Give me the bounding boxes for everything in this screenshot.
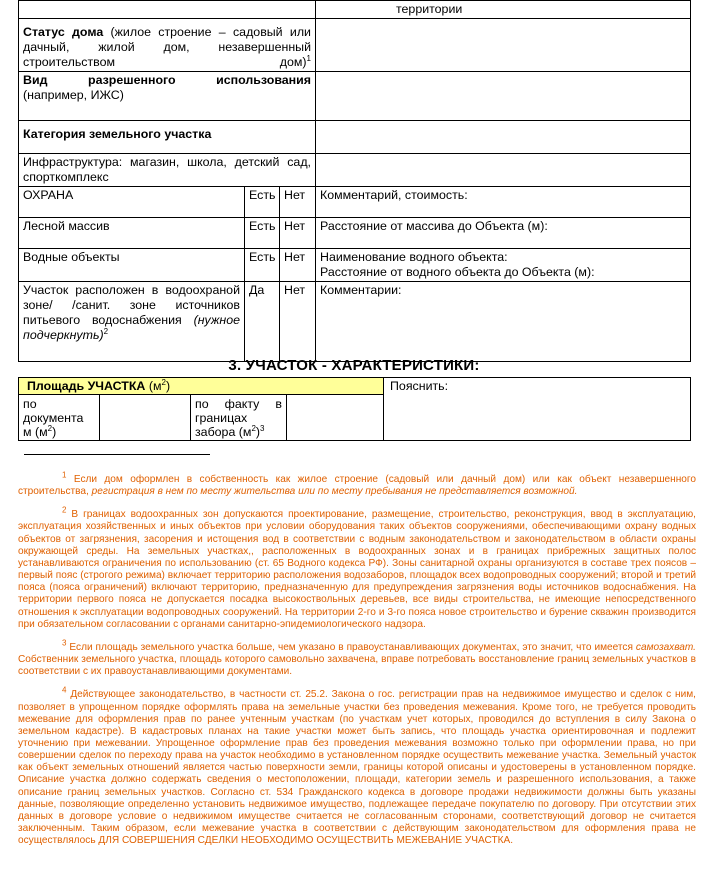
forest-label: Лесной массив bbox=[19, 218, 245, 249]
footnote-1 bbox=[18, 470, 696, 498]
water-comment-name: Наименование водного объекта: bbox=[320, 250, 508, 264]
by-fact-sup: 2 bbox=[251, 423, 256, 433]
top-right-cell bbox=[316, 1, 691, 19]
footnote-3-number: 3 bbox=[62, 638, 67, 648]
house-status-text: (жилое строение – садовый или дачный, жилой дом, незавершенный строительством дом) bbox=[23, 25, 311, 69]
permitted-use-label: Вид разрешенного использования bbox=[23, 73, 311, 87]
footnote-3 bbox=[18, 638, 696, 678]
infrastructure-label: Инфраструктура: магазин, школа, детский сад, спорткомплекс bbox=[23, 155, 311, 184]
water-yes[interactable]: Есть bbox=[245, 249, 280, 282]
security-comment[interactable]: Комментарий, стоимость: bbox=[316, 187, 691, 218]
water-zone-hint: (нужное подчеркнуть) bbox=[23, 313, 240, 342]
footnote-1-italic: регистрация в нем по месту жительства или по месту пребывания не представляется возможной. bbox=[91, 486, 578, 498]
footnote-3-text: Если площадь земельного участка больше, чем указано в правоустанавливающих документах, это значит, что имеется bbox=[69, 641, 636, 653]
by-document-sup: 2 bbox=[47, 423, 53, 433]
top-left-cell bbox=[19, 1, 316, 19]
footnote-4-number: 4 bbox=[62, 685, 67, 695]
forest-yes[interactable]: Есть bbox=[245, 218, 280, 249]
house-status-label: Статус дома bbox=[23, 25, 104, 39]
footnote-3-italic: самозахват. bbox=[635, 641, 696, 653]
permitted-use-hint: (например, ИЖС) bbox=[23, 88, 124, 102]
water-label: Водные объекты bbox=[19, 249, 245, 282]
area-unit-close: ) bbox=[165, 379, 171, 393]
infrastructure-cell bbox=[19, 154, 316, 187]
by-document-value[interactable] bbox=[100, 395, 191, 441]
by-document-close: ) bbox=[52, 425, 57, 439]
water-zone-no[interactable]: Нет bbox=[280, 282, 316, 362]
security-yes[interactable]: Есть bbox=[245, 187, 280, 218]
by-fact-close: ) bbox=[255, 425, 261, 439]
footnote-4 bbox=[18, 685, 696, 847]
house-status-value[interactable] bbox=[316, 19, 691, 72]
footnote-ref-3: 3 bbox=[260, 423, 265, 433]
plot-area-table bbox=[18, 377, 691, 441]
footnotes bbox=[18, 470, 696, 847]
footnote-1-number: 1 bbox=[62, 470, 67, 480]
infrastructure-value[interactable] bbox=[316, 154, 691, 187]
by-document-label-cell bbox=[19, 395, 100, 441]
by-fact-label-cell bbox=[191, 395, 287, 441]
area-header-cell bbox=[19, 378, 384, 395]
water-zone-cell bbox=[19, 282, 245, 362]
security-no[interactable]: Нет bbox=[280, 187, 316, 218]
top-right-fragment: территории bbox=[396, 2, 463, 16]
land-category-cell bbox=[19, 121, 316, 154]
area-unit: (м bbox=[148, 379, 162, 393]
explain-cell[interactable] bbox=[384, 378, 691, 441]
property-form-table bbox=[18, 0, 691, 362]
area-unit-sup: 2 bbox=[161, 377, 166, 387]
area-label: Площадь УЧАСТКА bbox=[27, 379, 146, 393]
by-fact-label: по факту в границах забора (м bbox=[195, 397, 282, 439]
footnote-4-text: Действующее законодательство, в частности ст. 25.2. Закона о гос. регистрации прав на недвижимое имущество и сделок с ним, позволяет в упрощенном порядке оформлять права на земельные участки без проведения межевания. Кроме того, не требуется проводить межевание для оформления прав по ранее учтенным участкам (по участкам учет которых, проводился до вступления в силу Закона о земельном кадастре). В кадастровых планах на такие участки может быть запись, что площадь участка ориентировочная и подлежит уточнению при межевании. Упрощенное оформление прав без проведения межевания возможно только при оформлении права, но при совершении сделок по переходу права на участок необходимо в установленном порядке осуществить межевание участка. Земельный участок как объект земельных отношений является частью поверхности земли, границы которой описаны и удостоверены в установленном порядке. Описание участка должно содержать сведения о местоположении, площади, категории земель и разрешенного использования, а также описание границ земельных участков. Согласно ст. 534 Гражданского кодекса в договоре продажи недвижимости должны быть указаны данные, позволяющие определенно установить недвижимое имущество, подлежащее передаче покупателю по договору. При отсутствии этих данных в договоре условие о недвижимом имуществе считается не согласованным сторонами, соответствующий договор не считается заключенным. Таким образом, если межевание участка в соответствии с действующим законодательством для оформления права не осуществлялось ДЛЯ СОВЕРШЕНИЯ СДЕЛКИ НЕОБХОДИМО ОСУЩЕСТВИТЬ МЕЖЕВАНИЕ УЧАСТКА. bbox=[18, 689, 696, 847]
footnote-3-text2: Собственник земельного участка, площадь которого самовольно захвачена, вправе потребовать восстановление границ земельных участков в соответствии с их правоустанавливающими документами. bbox=[18, 654, 696, 678]
footnote-2-number: 2 bbox=[62, 505, 67, 515]
water-zone-label: Участок расположен в водоохраной зоне/ /санит. зоне источников питьевого водоснабжения bbox=[23, 283, 240, 327]
land-category-value[interactable] bbox=[316, 121, 691, 154]
footnote-2-text: В границах водоохранных зон допускаются проектирование, размещение, строительство, реконструкция, ввод в эксплуатацию, эксплуатация хозяйственных и иных объектов при условии оборудования таких объектов сооружениями, обеспечивающими охрану водных объектов от загрязнения, засорения и истощения вод в соответствии с водным законодательством и законодательством в области охраны окружающей среды. На земельных участках,, расположенных в водоохранных зонах и в границах прибрежных защитных полос устанавливаются ограничения по использованию (ст. 65 Водного кодекса РФ). Зоны санитарной охраны организуются в составе трех поясов – первый пояс (строгого режима) включает территорию расположения водозаборов, площадок всех водопроводных сооружений; второй и третий пояса (пояса ограничений) включают территорию, предназначенную для предупреждения загрязнения воды источников водоснабжения. На территории первого пояса не допускается посадка высокоствольных деревьев, все виды строительства, не имеющие непосредственного отношения к эксплуатации водопроводных сооружений. На территории 2-го и 3-го пояса новое строительство и бурение скважин производится при обязательном согласовании с органами санитарно-эпидемиологического надзора. bbox=[18, 509, 696, 630]
land-category-label: Категория земельного участка bbox=[23, 127, 212, 141]
water-zone-yes[interactable]: Да bbox=[245, 282, 280, 362]
footnote-2 bbox=[18, 505, 696, 631]
section-3-title: 3. УЧАСТОК - ХАРАКТЕРИСТИКИ: bbox=[228, 357, 480, 374]
by-document-label: по документа м (м bbox=[23, 397, 84, 439]
footnote-separator bbox=[24, 454, 210, 455]
forest-no[interactable]: Нет bbox=[280, 218, 316, 249]
footnote-1-text: Если дом оформлен в собственность как жилое строение (садовый или дачный дом) или как объект незавершенного строительства, bbox=[18, 474, 696, 498]
by-fact-value[interactable] bbox=[287, 395, 384, 441]
footnote-ref-2: 2 bbox=[103, 326, 109, 336]
explain-label: Пояснить: bbox=[390, 379, 449, 393]
forest-comment[interactable]: Расстояние от массива до Объекта (м): bbox=[316, 218, 691, 249]
water-comment[interactable] bbox=[316, 249, 691, 282]
water-comment-distance: Расстояние от водного объекта до Объекта (м): bbox=[320, 265, 595, 279]
water-zone-comment[interactable]: Комментарии: bbox=[316, 282, 691, 362]
security-label: ОХРАНА bbox=[19, 187, 245, 218]
house-status-cell bbox=[19, 19, 316, 72]
permitted-use-cell bbox=[19, 72, 316, 121]
footnote-ref-1: 1 bbox=[306, 53, 311, 63]
permitted-use-value[interactable] bbox=[316, 72, 691, 121]
water-no[interactable]: Нет bbox=[280, 249, 316, 282]
